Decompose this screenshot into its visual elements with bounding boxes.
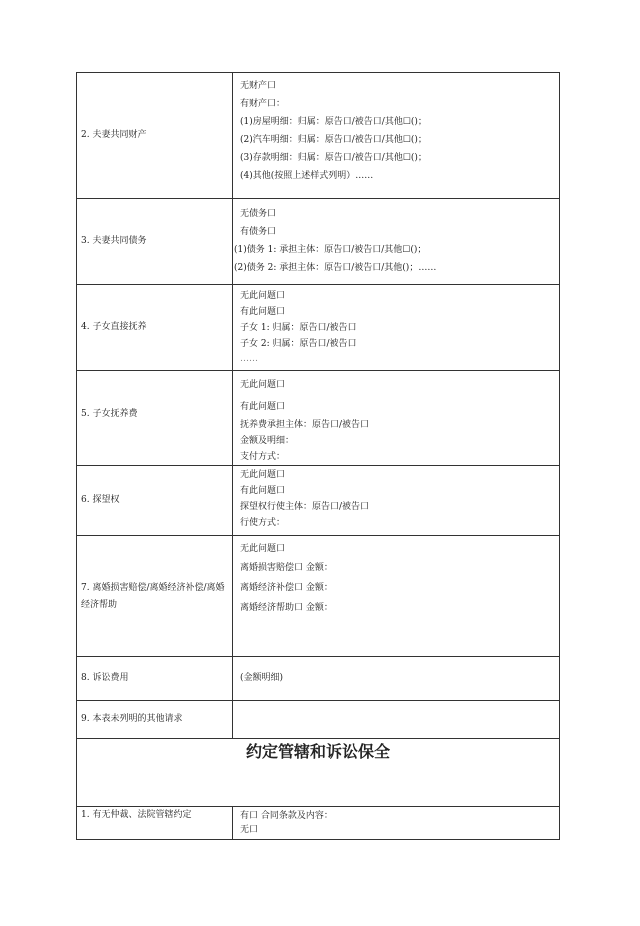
row-label: 1. 有无仲裁、法院管辖约定 [81,810,192,820]
content-line: 探望权行使主体：原告口/被告口 [240,502,370,512]
table-row [77,371,560,466]
row-label-cell [77,657,233,701]
content-line: 无债务口 [240,209,277,219]
content-line: (1)房屋明细：归属：原告口/被告口/其他☐()； [240,117,427,127]
row-label: 8. 诉讼费用 [81,673,129,683]
table-row [77,466,560,536]
content-line: 有债务口 [240,227,277,237]
content-line: 无口 [240,825,259,835]
content-line: 有财产口： [240,99,286,109]
row-label: 6. 探望权 [81,495,120,505]
content-line: 子女 1: 归属：原告口/被告口 [240,323,357,333]
row-content-cell [233,657,560,701]
row-content-cell [233,807,560,840]
row-label-cell [77,466,233,536]
content-line: 离婚经济帮助口 金额： [240,603,333,613]
content-line: (2)债务 2: 承担主体：原告口/被告口/其他()；…… [234,263,437,273]
content-line: (2)汽车明细：归属：原告口/被告口/其他☐()； [240,135,427,145]
content-line: …… [240,354,258,364]
row-label: 4. 子女直接抚养 [81,322,147,332]
row-content-cell [233,199,560,285]
row-label-cell [77,701,233,739]
content-line: (3)存款明细：归属：原告口/被告口/其他☐()； [240,153,427,163]
row-content-cell [233,701,560,739]
table-row [77,807,560,840]
table-row [77,536,560,657]
content-line: 抚养费承担主体：原告口/被告口 [240,420,370,430]
content-line: (4)其他(按照上述样式列明）…… [240,171,374,181]
content-line: 无此问题口 [240,380,286,390]
row-content-cell [233,536,560,657]
content-line: 有此问题口 [240,402,286,412]
row-label: 5. 子女抚养费 [81,409,138,419]
row-content-cell [233,371,560,466]
content-line: 金额及明细： [240,436,295,446]
table-row [77,199,560,285]
content-line: 支付方式： [240,452,286,462]
content-line: 无此问题口 [240,544,286,554]
content-line: 有此问题口 [240,307,286,317]
row-label-cell [77,199,233,285]
content-line: 行使方式： [240,518,286,528]
content-line: 子女 2: 归属：原告口/被告口 [240,339,357,349]
content-line: 离婚损害赔偿口 金额： [240,563,333,573]
content-line: 有口 合同条款及内容： [240,811,333,821]
row-label-cell [77,536,233,657]
table-row [77,739,560,807]
row-label: 9. 本表未列明的其他请求 [81,714,183,724]
content-line: (金额明细) [240,673,284,683]
table-row [77,657,560,701]
table-row [77,73,560,199]
row-label: 7. 离婚损害赔偿/离婚经济补偿/离婚经济帮助 [81,583,225,610]
row-label-cell [77,73,233,199]
table-row [77,701,560,739]
table-row [77,285,560,371]
row-content-cell [233,73,560,199]
row-label-cell [77,371,233,466]
row-label: 2. 夫妻共同财产 [81,130,147,140]
row-content-cell [233,285,560,371]
content-line: 离婚经济补偿口 金额： [240,583,333,593]
content-line: 无此问题口 [240,291,286,301]
content-line: 有此问题口 [240,486,286,496]
row-label-cell [77,285,233,371]
claims-table [76,72,560,840]
content-line: 无财产口 [240,81,277,91]
section-heading: 约定管辖和诉讼保全 [77,739,560,807]
row-content-cell [233,466,560,536]
row-label: 3. 夫妻共同债务 [81,236,147,246]
content-line: (1)债务 1: 承担主体：原告口/被告口/其他☐()； [234,245,427,255]
content-line: 无此问题口 [240,470,286,480]
row-label-cell [77,807,233,840]
